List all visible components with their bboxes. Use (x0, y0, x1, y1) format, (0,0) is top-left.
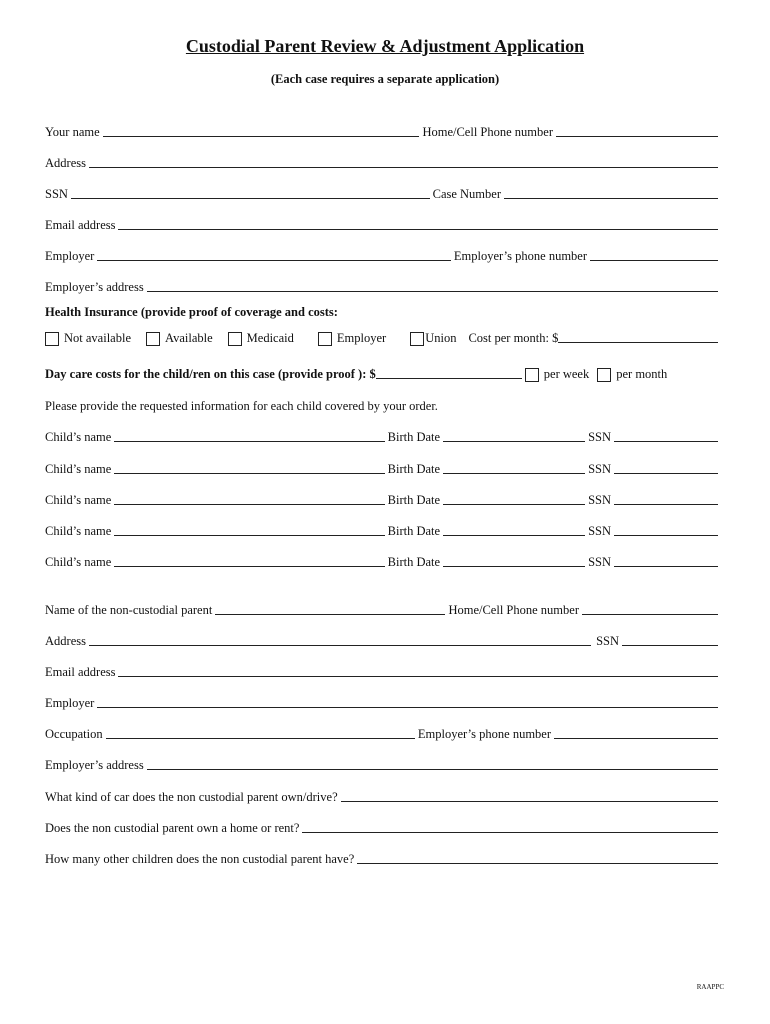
nc-home-row (45, 818, 721, 836)
birth-date-label: Birth Date (387, 555, 441, 569)
nc-phone-field[interactable] (582, 613, 718, 615)
nc-ssn-label: SSN (596, 634, 619, 648)
email-label: Email address (45, 218, 116, 232)
health-insurance-heading-row (45, 302, 721, 320)
nc-employer-phone-label: Employer’s phone number (417, 727, 551, 741)
checkbox[interactable] (228, 332, 242, 346)
nc-name-row (45, 600, 721, 618)
option-per-month[interactable] (597, 367, 667, 382)
form-code: RAAPPC (696, 983, 724, 991)
nc-name-field[interactable] (215, 613, 445, 615)
checkbox[interactable] (525, 368, 539, 382)
nc-address-label: Address (45, 634, 86, 648)
nc-occupation-label: Occupation (45, 727, 103, 741)
children-instructions: Please provide the requested information for each child covered by your order. (45, 399, 438, 413)
nc-address-field[interactable] (89, 644, 591, 646)
child-name-field[interactable] (114, 565, 384, 567)
employer-row (45, 246, 721, 264)
nc-employer-label: Employer (45, 696, 95, 710)
nc-occupation-row (45, 724, 721, 742)
nc-occupation-field[interactable] (106, 737, 415, 739)
cost-per-month-field[interactable] (558, 341, 718, 343)
option-union[interactable] (410, 331, 456, 346)
nc-email-field[interactable] (118, 675, 718, 677)
home-phone-label: Home/Cell Phone number (422, 125, 553, 139)
child-ssn-label: SSN (588, 555, 611, 569)
child-ssn-field[interactable] (614, 534, 718, 536)
health-insurance-heading: Health Insurance (provide proof of coverage and costs: (45, 305, 338, 319)
checkbox[interactable] (597, 368, 611, 382)
checkbox[interactable] (45, 332, 59, 346)
nc-employer-row (45, 693, 721, 711)
nc-employer-address-field[interactable] (147, 768, 718, 770)
child-name-label: Child’s name (45, 462, 112, 476)
child-ssn-field[interactable] (614, 440, 718, 442)
daycare-label: Day care costs for the child/ren on this case (provide proof ): $ (45, 367, 376, 381)
option-label: per month (616, 367, 668, 381)
child-ssn-field[interactable] (614, 472, 718, 474)
cost-per-month-label: Cost per month: $ (468, 331, 559, 345)
child-name-field[interactable] (114, 534, 384, 536)
birth-date-label: Birth Date (387, 524, 441, 538)
child-ssn-label: SSN (588, 524, 611, 538)
nc-car-row (45, 787, 721, 805)
address-row (45, 153, 721, 171)
option-label: Not available (64, 331, 131, 345)
checkbox[interactable] (146, 332, 160, 346)
nc-employer-address-label: Employer’s address (45, 758, 144, 772)
employer-phone-field[interactable] (590, 259, 718, 261)
ssn-row (45, 184, 721, 202)
child-name-label: Child’s name (45, 555, 112, 569)
option-per-week[interactable] (525, 367, 589, 382)
your-name-field[interactable] (103, 135, 420, 137)
option-label: Available (165, 331, 213, 345)
child-row (45, 427, 721, 445)
child-name-field[interactable] (114, 440, 384, 442)
child-name-label: Child’s name (45, 524, 112, 538)
employer-phone-label: Employer’s phone number (453, 249, 587, 263)
child-ssn-label: SSN (588, 462, 611, 476)
child-name-field[interactable] (114, 503, 384, 505)
nc-car-field[interactable] (341, 800, 718, 802)
child-name-field[interactable] (114, 472, 384, 474)
nc-name-label: Name of the non-custodial parent (45, 603, 213, 617)
nc-children-label: How many other children does the non custodial parent have? (45, 852, 355, 866)
nc-employer-field[interactable] (97, 706, 718, 708)
child-ssn-field[interactable] (614, 565, 718, 567)
option-employer[interactable] (318, 331, 386, 346)
home-phone-field[interactable] (556, 135, 718, 137)
child-row (45, 521, 721, 539)
ssn-label: SSN (45, 187, 68, 201)
child-ssn-field[interactable] (614, 503, 718, 505)
nc-car-label: What kind of car does the non custodial parent own/drive? (45, 790, 338, 804)
option-label: Union (425, 331, 457, 345)
birth-date-field[interactable] (443, 440, 585, 442)
children-instructions-row (45, 396, 721, 414)
nc-phone-label: Home/Cell Phone number (448, 603, 579, 617)
employer-label: Employer (45, 249, 95, 263)
checkbox[interactable] (410, 332, 424, 346)
employer-address-field[interactable] (147, 290, 718, 292)
address-field[interactable] (89, 166, 718, 168)
nc-children-row (45, 849, 721, 867)
birth-date-label: Birth Date (387, 462, 441, 476)
checkbox[interactable] (318, 332, 332, 346)
nc-email-label: Email address (45, 665, 116, 679)
option-medicaid[interactable] (228, 331, 294, 346)
birth-date-field[interactable] (443, 565, 585, 567)
case-number-field[interactable] (504, 197, 718, 199)
birth-date-field[interactable] (443, 472, 585, 474)
option-available[interactable] (146, 331, 213, 346)
birth-date-label: Birth Date (387, 493, 441, 507)
employer-field[interactable] (97, 259, 451, 261)
option-label: Medicaid (246, 331, 294, 345)
nc-address-row (45, 631, 721, 649)
nc-email-row (45, 662, 721, 680)
nc-home-label: Does the non custodial parent own a home or rent? (45, 821, 300, 835)
child-ssn-label: SSN (588, 493, 611, 507)
email-field[interactable] (118, 228, 718, 230)
form-title: Custodial Parent Review & Adjustment Application (185, 36, 585, 56)
child-ssn-label: SSN (588, 430, 611, 444)
address-label: Address (45, 156, 86, 170)
birth-date-field[interactable] (443, 503, 585, 505)
nc-employer-phone-field[interactable] (554, 737, 718, 739)
email-row (45, 215, 721, 233)
birth-date-field[interactable] (443, 534, 585, 536)
option-not-available[interactable] (45, 331, 131, 346)
nc-children-field[interactable] (357, 862, 718, 864)
case-number-label: Case Number (432, 187, 501, 201)
your-name-row (45, 122, 721, 140)
child-row (45, 459, 721, 477)
option-label: Employer (336, 331, 387, 345)
child-name-label: Child’s name (45, 430, 112, 444)
your-name-label: Your name (45, 125, 100, 139)
nc-employer-address-row (45, 755, 721, 773)
employer-address-row (45, 277, 721, 295)
daycare-row (45, 364, 721, 382)
child-row (45, 552, 721, 570)
option-label: per week (543, 367, 590, 381)
birth-date-label: Birth Date (387, 430, 441, 444)
employer-address-label: Employer’s address (45, 280, 144, 294)
ssn-field[interactable] (71, 197, 430, 199)
child-name-label: Child’s name (45, 493, 112, 507)
nc-home-field[interactable] (302, 831, 718, 833)
insurance-options-row (45, 328, 721, 346)
daycare-amount-field[interactable] (376, 377, 522, 379)
child-row (45, 490, 721, 508)
nc-ssn-field[interactable] (622, 644, 718, 646)
form-subtitle: (Each case requires a separate application) (270, 72, 500, 86)
